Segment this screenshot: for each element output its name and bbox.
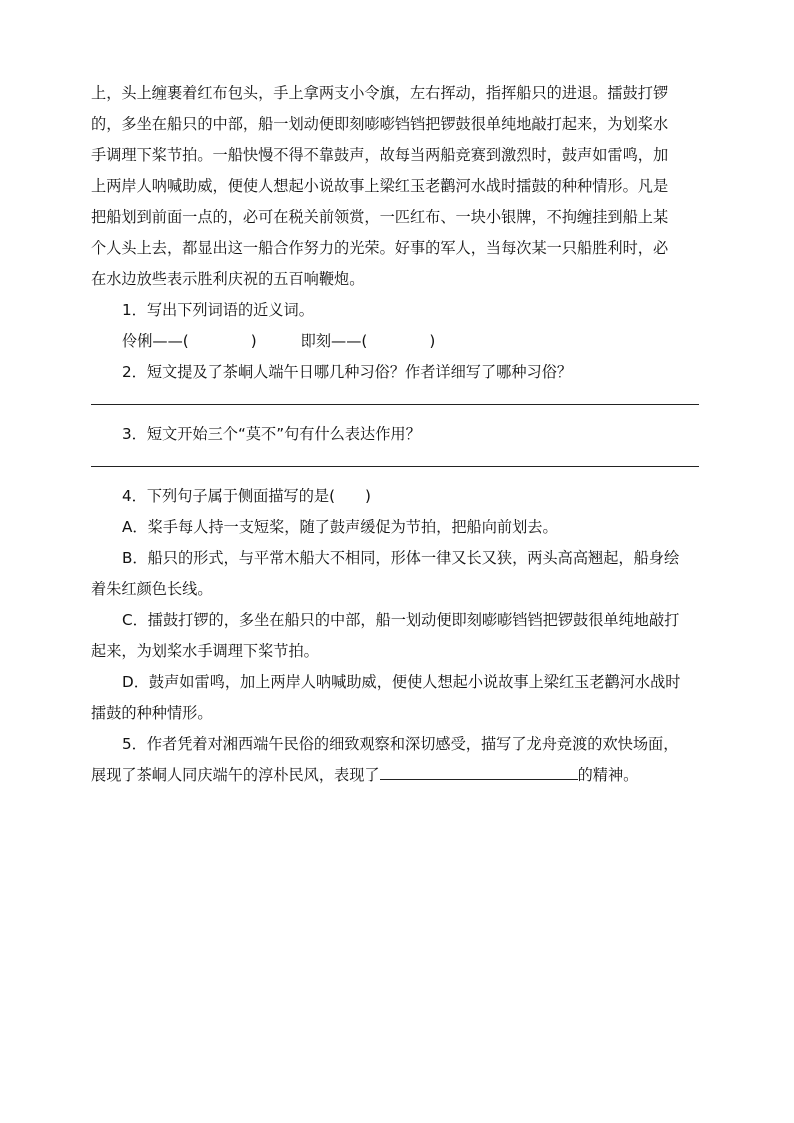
option-b (91, 543, 701, 605)
document-page (91, 78, 701, 791)
question-3-prompt: 3．短文开始三个“莫不”句有什么表达作用？ (122, 425, 421, 443)
question-2-prompt: 2．短文提及了茶峒人端午日哪几种习俗？作者详细写了哪种习俗？ (122, 363, 573, 381)
option-c (91, 605, 701, 667)
question-5-text-after: 的精神。 (577, 766, 639, 784)
synonym-item-2-close: ) (429, 332, 436, 350)
option-d-line-2: 擂鼓的种种情形。 (91, 704, 213, 722)
reading-passage (91, 78, 701, 295)
option-d (91, 667, 701, 729)
question-1-items (91, 326, 701, 357)
option-a: A．桨手每人持一支短桨，随了鼓声缓促为节拍，把船向前划去。 (122, 518, 558, 536)
passage-line: 上，头上缠裹着红布包头，手上拿两支小令旗，左右挥动，指挥船只的进退。擂鼓打锣 (91, 84, 669, 102)
passage-line: 的，多坐在船只的中部，船一划动便即刻嘭嘭铛铛把锣鼓很单纯地敲打起来，为划桨水 (91, 115, 669, 133)
question-5 (91, 729, 701, 791)
question-5-answer-blank[interactable] (380, 765, 578, 780)
question-4-prompt (91, 481, 701, 512)
passage-line: 个人头上去，都显出这一船合作努力的光荣。好事的军人，当每次某一只船胜利时，必 (91, 239, 669, 257)
question-1-prompt: 1．写出下列词语的近义词。 (122, 301, 314, 319)
synonym-item-1-close: ) (250, 332, 257, 350)
passage-line: 上两岸人呐喊助威，便使人想起小说故事上梁红玉老鹳河水战时擂鼓的种种情形。凡是 (91, 177, 669, 195)
question-2-answer-line[interactable] (91, 404, 699, 405)
passage-line: 手调理下桨节拍。一船快慢不得不靠鼓声，故每当两船竞赛到激烈时，鼓声如雷鸣，加 (91, 146, 669, 164)
passage-line: 把船划到前面一点的，必可在税关前领赏，一匹红布、一块小银牌，不拘缠挂到船上某 (91, 208, 669, 226)
question-4-prompt-text: 4．下列句子属于侧面描写的是( (122, 487, 336, 505)
option-b-line-1: B．船只的形式，与平常木船大不相同，形体一律又长又狭，两头高高翘起，船身绘 (122, 549, 680, 567)
synonym-item-2-word: 即刻——( (300, 332, 368, 350)
question-5-line-2 (91, 760, 701, 791)
option-b-line-2: 着朱红颜色长线。 (91, 580, 213, 598)
question-3-answer-line[interactable] (91, 466, 699, 467)
synonym-item-1-word: 伶俐——( (122, 332, 189, 350)
option-c-line-1: C．擂鼓打锣的，多坐在船只的中部，船一划动便即刻嘭嘭铛铛把锣鼓很单纯地敲打 (122, 611, 680, 629)
passage-line: 在水边放些表示胜利庆祝的五百响鞭炮。 (91, 270, 365, 288)
question-5-line-1: 5．作者凭着对湘西端午民俗的细致观察和深切感受，描写了龙舟竞渡的欢快场面， (122, 735, 679, 753)
question-4-prompt-close: ) (365, 487, 371, 505)
option-c-line-2: 起来，为划桨水手调理下桨节拍。 (91, 642, 319, 660)
option-d-line-1: D．鼓声如雷鸣，加上两岸人呐喊助威，便使人想起小说故事上梁红玉老鹳河水战时 (122, 673, 681, 691)
question-5-text-before: 展现了茶峒人同庆端午的淳朴民风，表现了 (91, 766, 380, 784)
